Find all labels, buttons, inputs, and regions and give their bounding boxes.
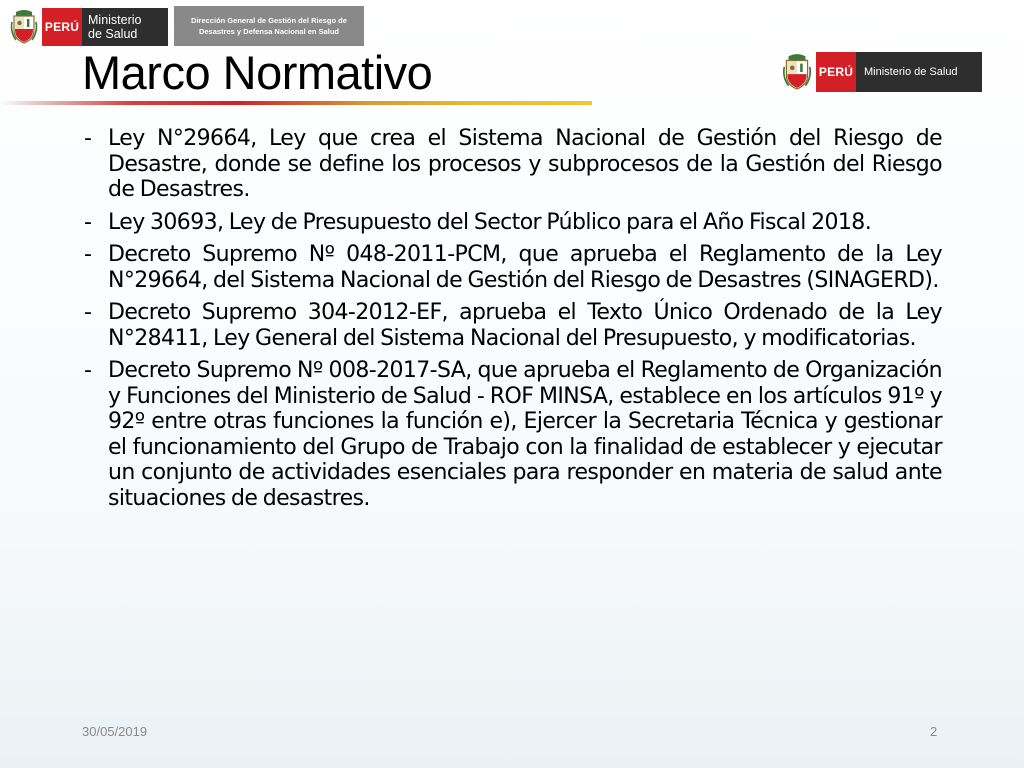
- list-item-text: Decreto Supremo Nº 008-2017-SA, que aprueba el Reglamento de Organización y Funciones del Ministerio de Salud - ROF MINSA, establece en los artículos 91º y 92º entre otras funciones la función e), Ejercer la Secretaria Técnica y gestionar el funcionamiento del Grupo de Trabajo con la finalidad de establecer y ejecutar un conjunto de actividades esenciales para responder en materia de salud ante situaciones de desastres.: [108, 358, 942, 511]
- peru-label: PERÚ: [42, 8, 82, 46]
- peru-label: PERÚ: [816, 52, 856, 92]
- minsa-logo-right: [782, 52, 982, 92]
- list-item: [84, 126, 942, 203]
- list-item-text: Ley N°29664, Ley que crea el Sistema Nacional de Gestión del Riesgo de Desastre, donde se define los procesos y subprocesos de la Gestión del Riesgo de Desastres.: [108, 126, 942, 202]
- slide-title: Marco Normativo: [82, 46, 433, 99]
- list-item-text: Decreto Supremo Nº 048-2011-PCM, que aprueba el Reglamento de la Ley N°29664, del Sistema Nacional de Gestión del Riesgo de Desastres (SINAGERD).: [108, 242, 942, 293]
- list-bullet: -: [84, 300, 92, 325]
- ministerio-label: [82, 8, 168, 46]
- minsa-logo-header: [10, 8, 168, 46]
- coat-of-arms-icon: [782, 52, 812, 90]
- direccion-banner: [174, 6, 364, 46]
- list-bullet: -: [84, 209, 92, 235]
- list-bullet: -: [84, 358, 92, 383]
- title-underline: [0, 101, 592, 105]
- direccion-line1: Dirección General de Gestión del Riesgo de: [191, 16, 347, 25]
- ministerio-line1: Ministerio: [88, 13, 142, 27]
- list-item-text: Decreto Supremo 304-2012-EF, aprueba el Texto Único Ordenado de la Ley N°28411, Ley General del Sistema Nacional del Presupuesto, y modificatorias.: [108, 300, 942, 351]
- list-item: [84, 242, 942, 293]
- list-bullet: -: [84, 242, 92, 267]
- list-item: [84, 210, 942, 236]
- list-bullet: -: [84, 126, 92, 151]
- footer-date: 30/05/2019: [82, 724, 148, 739]
- list-item-text: Ley 30693, Ley de Presupuesto del Sector Público para el Año Fiscal 2018.: [108, 209, 872, 235]
- legal-framework-list: [84, 126, 942, 518]
- direccion-line2: Desastres y Defensa Nacional en Salud: [198, 27, 340, 36]
- ministerio-label: Ministerio de Salud: [856, 52, 982, 92]
- slide-number: 2: [930, 724, 938, 739]
- list-item: [84, 300, 942, 351]
- ministerio-line2: de Salud: [88, 27, 138, 41]
- list-item: [84, 358, 942, 511]
- coat-of-arms-icon: [10, 8, 38, 44]
